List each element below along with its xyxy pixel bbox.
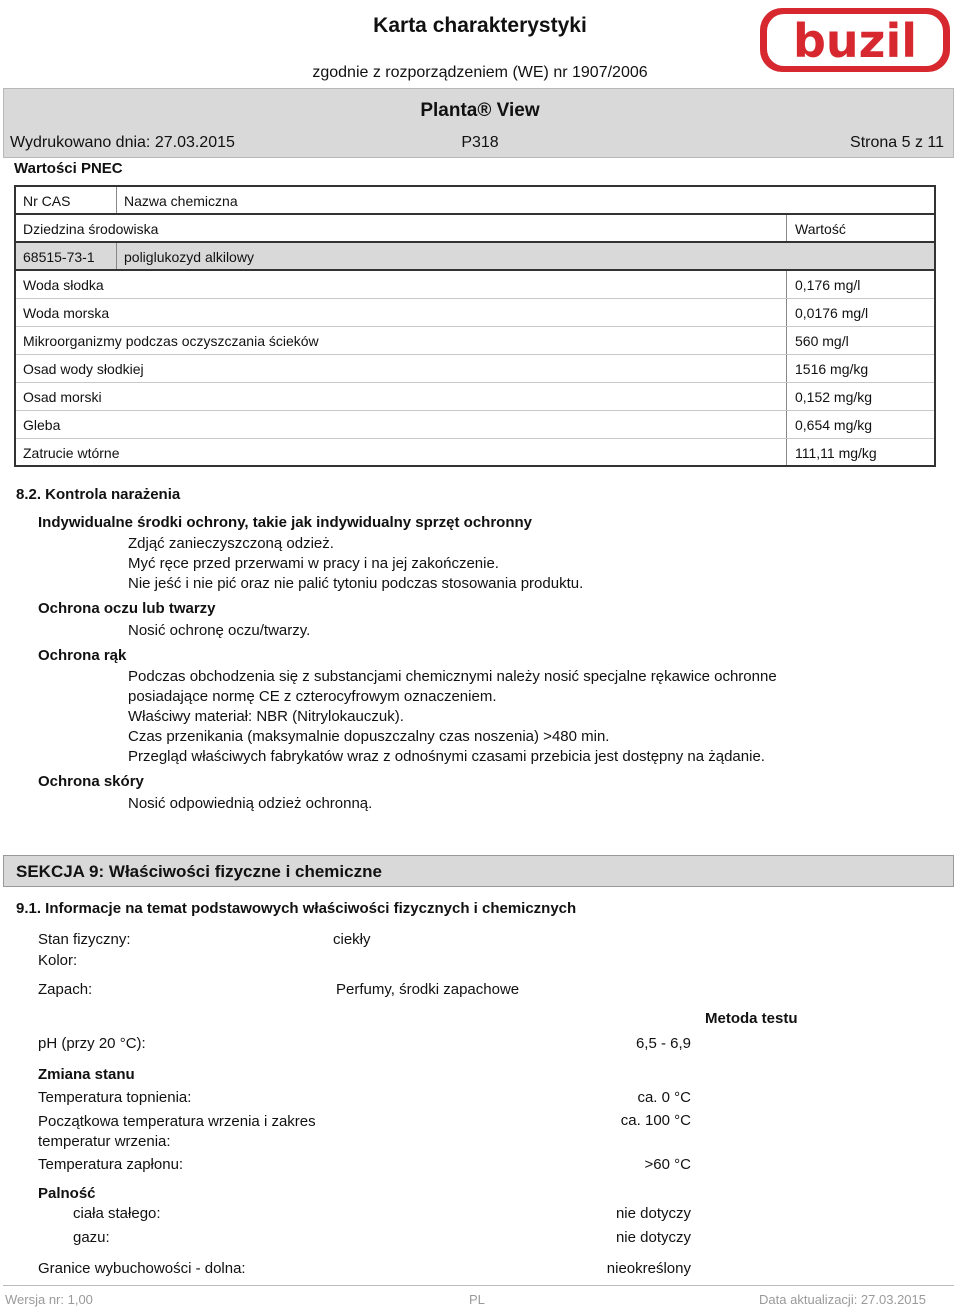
footer-version: Wersja nr: 1,00 — [5, 1292, 93, 1307]
table-row — [16, 271, 934, 299]
footer-divider — [3, 1285, 954, 1286]
pnec-table — [14, 185, 936, 467]
col-name-header: Nazwa chemiczna — [124, 193, 238, 209]
flammability-heading: Palność — [38, 1185, 96, 1202]
boiling-point-label-2: temperatur wrzenia: — [38, 1133, 171, 1150]
hand-protection-heading: Ochrona rąk — [38, 647, 127, 664]
env-label: Woda słodka — [23, 277, 104, 293]
section-8-2-title: 8.2. Kontrola narażenia — [16, 486, 181, 503]
footer-language: PL — [469, 1292, 485, 1307]
table-row — [16, 327, 934, 355]
boiling-point-value: ca. 100 °C — [620, 1112, 691, 1129]
state-label: Stan fizyczny: — [38, 931, 131, 948]
hand-protection-line: posiadające normę CE z czterocyfrowym oznaczeniem. — [128, 688, 497, 705]
cas-number: 68515-73-1 — [23, 249, 95, 265]
table-header-row — [16, 187, 934, 215]
section-9-title: SEKCJA 9: Właściwości fizyczne i chemiczne — [16, 862, 382, 881]
env-value: 111,11 mg/kg — [795, 445, 877, 461]
col-value-header: Wartość — [795, 221, 846, 237]
skin-protection-line: Nosić odpowiednią odzież ochronną. — [128, 795, 373, 812]
substance-row — [16, 243, 934, 271]
odor-label: Zapach: — [38, 981, 93, 998]
table-row — [16, 355, 934, 383]
state-value: ciekły — [333, 931, 371, 948]
env-label: Osad wody słodkiej — [23, 361, 144, 377]
env-label: Woda morska — [23, 305, 110, 321]
section-9-1-title: 9.1. Informacje na temat podstawowych właściwości fizycznych i chemicznych — [16, 900, 577, 917]
col-cas-header: Nr CAS — [23, 193, 71, 209]
printed-date: Wydrukowano dnia: 27.03.2015 — [10, 134, 235, 151]
explosion-limit-label: Granice wybuchowości - dolna: — [38, 1260, 246, 1277]
odor-value: Perfumy, środki zapachowe — [336, 981, 520, 998]
hand-protection-line: Właściwy materiał: NBR (Nitrylokauczuk). — [128, 708, 404, 725]
ph-value: 6,5 - 6,9 — [635, 1035, 691, 1052]
pnec-title: Wartości PNEC — [14, 160, 123, 177]
env-value: 0,152 mg/kg — [795, 389, 873, 405]
document-title: Karta charakterystyki — [373, 14, 587, 37]
flash-point-label: Temperatura zapłonu: — [38, 1156, 184, 1173]
gas-label: gazu: — [73, 1229, 110, 1246]
boiling-point-label: Początkowa temperatura wrzenia i zakres — [38, 1113, 316, 1130]
hand-protection-line: Przegląd właściwych fabrykatów wraz z odnośnymi czasami przebicia jest dostępny na żądanie. — [128, 748, 765, 765]
env-label: Mikroorganizmy podczas oczyszczania ścieków — [23, 333, 319, 349]
substance-name: poliglukozyd alkilowy — [124, 249, 254, 265]
logo-text: buzil — [793, 14, 917, 68]
skin-protection-heading: Ochrona skóry — [38, 773, 144, 790]
env-value: 0,176 mg/l — [795, 277, 861, 293]
buzil-logo — [757, 5, 953, 75]
test-method-heading: Metoda testu — [705, 1010, 798, 1027]
color-label: Kolor: — [38, 952, 78, 969]
ph-label: pH (przy 20 °C): — [38, 1035, 146, 1052]
melting-point-label: Temperatura topnienia: — [38, 1089, 192, 1106]
env-value: 1516 mg/kg — [795, 361, 869, 377]
table-row — [16, 383, 934, 411]
hand-protection-line: Czas przenikania (maksymalnie dopuszczalny czas noszenia) >480 min. — [128, 728, 610, 745]
flash-point-value: >60 °C — [644, 1156, 691, 1173]
env-label: Gleba — [23, 417, 61, 433]
col-env-header: Dziedzina środowiska — [23, 221, 159, 237]
state-change-heading: Zmiana stanu — [38, 1066, 135, 1083]
melting-point-value: ca. 0 °C — [637, 1089, 691, 1106]
explosion-limit-value: nieokreślony — [606, 1260, 691, 1277]
table-row — [16, 299, 934, 327]
footer-updated: Data aktualizacji: 27.03.2015 — [759, 1292, 926, 1307]
eye-protection-heading: Ochrona oczu lub twarzy — [38, 600, 216, 617]
document-subtitle: zgodnie z rozporządzeniem (WE) nr 1907/2006 — [312, 64, 648, 81]
ppe-line: Myć ręce przed przerwami w pracy i na jej zakończenie. — [128, 555, 499, 572]
ppe-heading: Indywidualne środki ochrony, takie jak indywidualny sprzęt ochronny — [38, 514, 532, 531]
env-label: Zatrucie wtórne — [23, 445, 120, 461]
table-row — [16, 439, 934, 467]
ppe-line: Zdjąć zanieczyszczoną odzież. — [128, 535, 334, 552]
product-code: P318 — [461, 134, 499, 151]
table-row — [16, 411, 934, 439]
env-value: 560 mg/l — [795, 333, 849, 349]
table-subheader-row — [16, 215, 934, 243]
solid-label: ciała stałego: — [73, 1205, 161, 1222]
eye-protection-line: Nosić ochronę oczu/twarzy. — [128, 622, 311, 639]
env-label: Osad morski — [23, 389, 102, 405]
ppe-line: Nie jeść i nie pić oraz nie palić tytoniu podczas stosowania produktu. — [128, 575, 584, 592]
env-value: 0,0176 mg/l — [795, 305, 869, 321]
page-number: Strona 5 z 11 — [850, 134, 944, 151]
env-value: 0,654 mg/kg — [795, 417, 873, 433]
gas-value: nie dotyczy — [615, 1229, 691, 1246]
product-name: Planta® View — [420, 100, 540, 121]
hand-protection-line: Podczas obchodzenia się z substancjami chemicznymi należy nosić specjalne rękawice ochronne — [128, 668, 777, 685]
solid-value: nie dotyczy — [615, 1205, 691, 1222]
